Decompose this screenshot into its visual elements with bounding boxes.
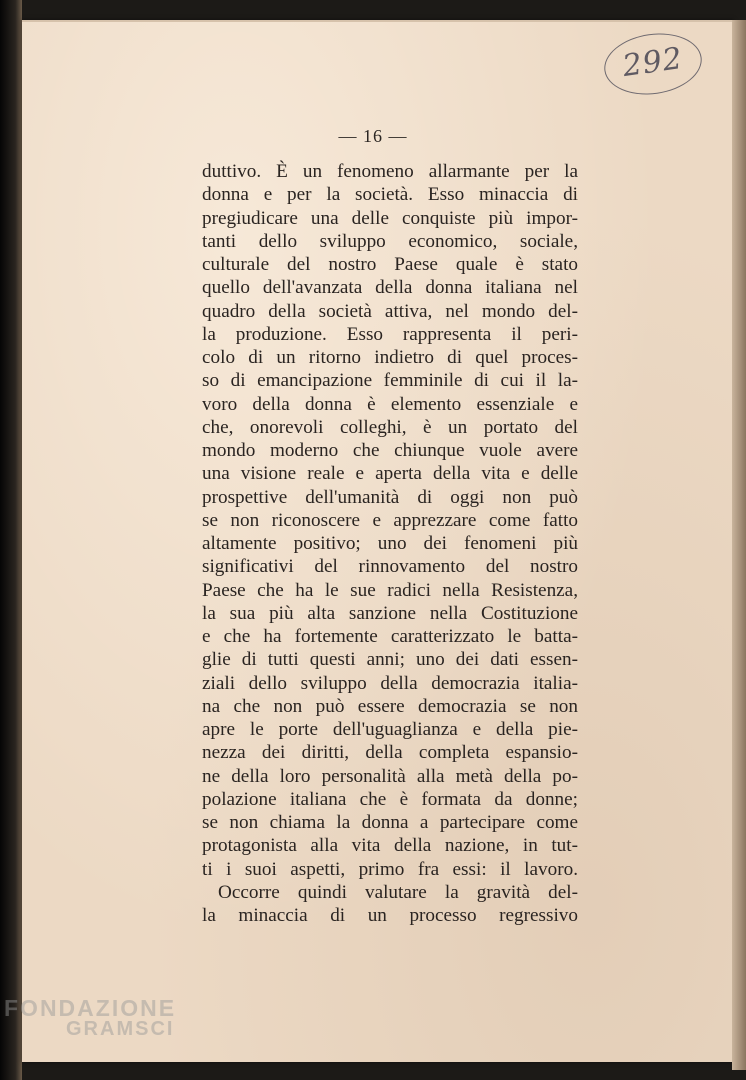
text-line: glie di tutti questi anni; uno dei dati essen-	[202, 649, 578, 671]
text-line: Paese che ha le sue radici nella Resistenza,	[202, 579, 578, 601]
text-line: voro della donna è elemento essenziale e	[202, 393, 578, 415]
text-line: so di emancipazione femminile di cui il la-	[202, 370, 578, 392]
text-line: nezza dei diritti, della completa espansio-	[202, 742, 578, 764]
text-line: una visione reale e aperta della vita e delle	[202, 463, 578, 485]
page-edge-right	[732, 20, 746, 1070]
text-line: quadro della società attiva, nel mondo del-	[202, 300, 578, 322]
watermark-line-1: FONDAZIONE	[4, 995, 177, 1021]
watermark-logo	[4, 995, 176, 1041]
text-line: polazione italiana che è formata da donne;	[202, 788, 578, 810]
text-line: donna e per la società. Esso minaccia di	[202, 184, 578, 206]
text-line: significativi del rinnovamento del nostro	[202, 556, 578, 578]
text-line: mondo moderno che chiunque vuole avere	[202, 440, 578, 461]
text-line: altamente positivo; uno dei fenomeni più	[202, 533, 578, 554]
text-line: la produzione. Esso rappresenta il peri-	[202, 323, 578, 345]
text-line: duttivo. È un fenomeno allarmante per la	[202, 161, 578, 182]
watermark-line-2: GRAMSCI	[66, 1018, 175, 1040]
archive-number: 292	[620, 40, 686, 85]
text-line: pregiudicare una delle conquiste più impor-	[202, 207, 578, 229]
text-line: na che non può essere democrazia se non	[202, 695, 578, 717]
text-line: colo di un ritorno indietro di quel proces-	[202, 347, 578, 368]
text-line: ti i suoi aspetti, primo fra essi: il lavoro.	[202, 858, 578, 880]
page-number: — 16 —	[338, 126, 408, 146]
text-line: se non riconoscere e apprezzare come fatto	[202, 509, 578, 531]
text-line: ne della loro personalità alla metà della po-	[202, 765, 578, 787]
text-line: quello dell'avanzata della donna italiana nel	[202, 277, 578, 299]
scan-background-left	[0, 0, 22, 1080]
text-line: ziali dello sviluppo della democrazia italia-	[202, 672, 578, 694]
text-line: prospettive dell'umanità di oggi non può	[202, 486, 578, 508]
text-line: la sua più alta sanzione nella Costituzione	[202, 602, 578, 624]
text-line: protagonista alla vita della nazione, in tut-	[202, 835, 578, 857]
text-line: se non chiama la donna a partecipare come	[202, 812, 578, 833]
text-line: che, onorevoli colleghi, è un portato del	[202, 416, 578, 438]
text-line: apre le porte dell'uguaglianza e della pie-	[202, 719, 578, 740]
text-line: culturale del nostro Paese quale è stato	[202, 254, 578, 275]
text-line: tanti dello sviluppo economico, sociale,	[202, 230, 578, 252]
body-text	[202, 160, 578, 927]
text-line: e che ha fortemente caratterizzato le batta-	[202, 626, 578, 647]
text-line: la minaccia di un processo regressivo	[202, 905, 578, 926]
text-line: Occorre quindi valutare la gravità del-	[218, 881, 578, 903]
